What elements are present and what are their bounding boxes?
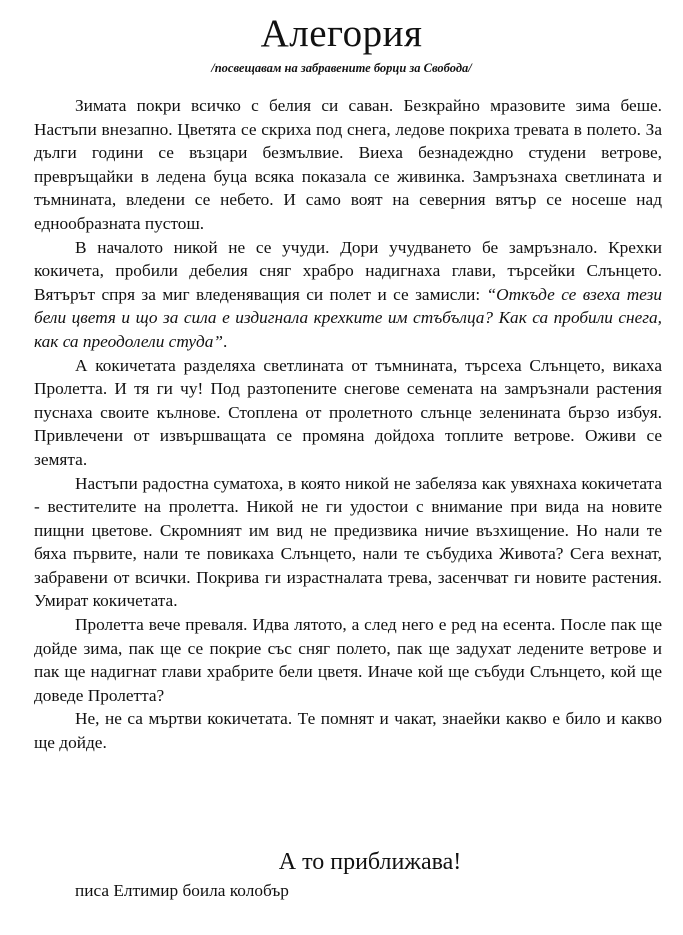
paragraph-3 [34, 354, 662, 472]
paragraph-1 [34, 94, 662, 236]
paragraph-4 [34, 472, 662, 614]
closing-line: А то приближава! [278, 849, 462, 875]
paragraph-text: Пролетта вече преваля. Идва лятото, а след него е ред на есента. После пак ще дойде зима, пак ще се покрие със сняг полето, пак ще задухат ледените ветрове и пак ще надигнат глави храбрите бели цветя. Иначе кой ще събуди Слънцето, кой ще доведе Пролетта? [34, 615, 662, 705]
paragraph-text: Зимата покри всичко с белия си саван. Безкрайно мразовите зима беше. Настъпи внезапно. Цветята се скриха под снега, ледове покриха тревата в полето. За дълги години се възцари безмълвие. Виеха безнадеждно студени ветрове, превръщайки в ледена буца всяка показала се живинка. Замръзнаха светлината и тъмнината, вледени се небето. И само воят на северния вятър се носеше над еднообразната пустош. [34, 96, 662, 233]
paragraph-text: В началото никой не се учуди. Дори учудването бе замръзнало. Крехки кокичета, пробили дебелия сняг храбро надигнаха глави, търсейки Слънцето. Вятърът спря за миг вледеняващия си полет и се замисли: [34, 237, 662, 304]
paragraph-6 [34, 707, 662, 754]
paragraph-2 [34, 236, 662, 354]
paragraph-text: Настъпи радостна суматоха, в която никой не забеляза как увяхнаха кокичетата - вестителите на пролетта. Никой не ги удостои с внимание при вида на новите пищни цветове. Скромният им вид не предизвика ничие възхищение. Но нали те бяха първите, нали те повикаха Слънцето, нали те събудиха Живота? Сега вехнат, забравени от всички. Покрива ги израстналата трева, засенчват ги новите растения. Умират кокичетата. [34, 473, 662, 611]
author-signature: писа Елтимир боила колобър [75, 881, 289, 900]
wind-quote: “Откъде се взеха тези бели цветя и що за сила е издигнала крехките им стъбълца? Как са пробили снега, как са преодолели студа” [34, 284, 662, 351]
paragraph-end-punctuation: . [223, 331, 228, 351]
document-body [34, 94, 662, 755]
dedication-line: /посвещавам на забравените борци за Свобода/ [211, 61, 472, 75]
document-title: Алегория [260, 12, 423, 55]
paragraph-text: Не, не са мъртви кокичетата. Те помнят и чакат, знаейки какво е било и какво ще дойде. [34, 709, 662, 753]
paragraph-5 [34, 613, 662, 707]
paragraph-text: А кокичетата разделяха светлината от тъмнината, търсеха Слънцето, викаха Пролетта. И тя ги чу! Под разтопените снегове семената на замръзнали растения пуснаха своите кълнове. Стоплена от пролетното слънце зеленината бързо избуя. Привлечени от извършващата се промяна дойдоха топлите ветрове. Оживи се земята. [34, 355, 662, 469]
